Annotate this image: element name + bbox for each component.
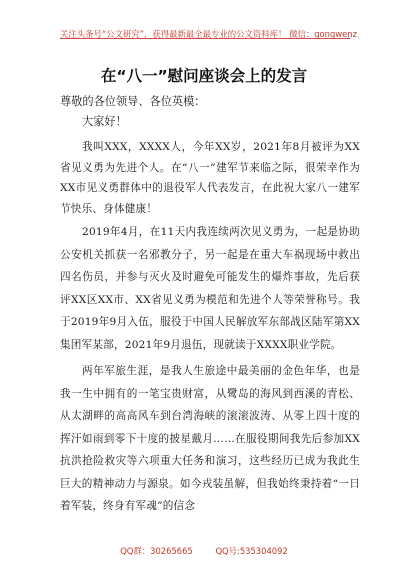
paragraph: 我叫XXX，XXXX人，今年XX岁，2021年8月被评为XX省见义勇为先进个人。在“八一”建军节来临之际，很荣幸作为XX市见义勇群体中的退役军人代表发言，在此祝大家八一建军节快乐、身体健康！ bbox=[60, 141, 360, 215]
footer-qq-group: QQ群：30265665 bbox=[120, 546, 193, 556]
paragraph: 2019年4月，在11天内我连续两次见义勇为，一起是协助公安机关抓获一名邪教分子，另一起是在重大车祸现场中救出四名伤员，并参与灭火及时避免可能发生的爆炸事故，先后获评XX区XX市、XX省见义勇为模范和先进个人等荣誉称号。我于2019年9月入伍，服役于中国人民解放军东部战区陆军第XX集团军某部，2021年9月退伍，现就读于XXXX职业学院。 bbox=[60, 226, 360, 351]
document-body bbox=[60, 94, 360, 518]
header-text: 关注头条号“公文研究”，获得最新最全最专业的公文资料库！ 微信：gongwenz bbox=[60, 29, 357, 39]
page-footer bbox=[0, 545, 408, 557]
page-header bbox=[60, 22, 357, 39]
paragraph: 两年军旅生涯，是我人生旅途中最美丽的金色年华，也是我一生中拥有的一笔宝贵财富，从鹭岛的海风到西溪的青松、从太湖畔的高高风车到台湾海峡的滚滚波涛、从零上四十度的挥汗如雨到零下十度的披星戴月……在服役期间我先后参加XX抗洪抢险救灾等六项重大任务和演习，这些经历已成为我此生巨大的精神动力与源泉。如今戎装虽解，但我始终秉持着“一日着军装，终身有军魂”的信念 bbox=[60, 365, 360, 512]
salutation: 尊敬的各位领导、各位英模： bbox=[60, 95, 206, 108]
footer-qq: QQ号:535304092 bbox=[215, 546, 288, 556]
document-title: 在“八一”慰问座谈会上的发言 bbox=[100, 67, 308, 85]
greeting: 大家好！ bbox=[82, 115, 127, 128]
